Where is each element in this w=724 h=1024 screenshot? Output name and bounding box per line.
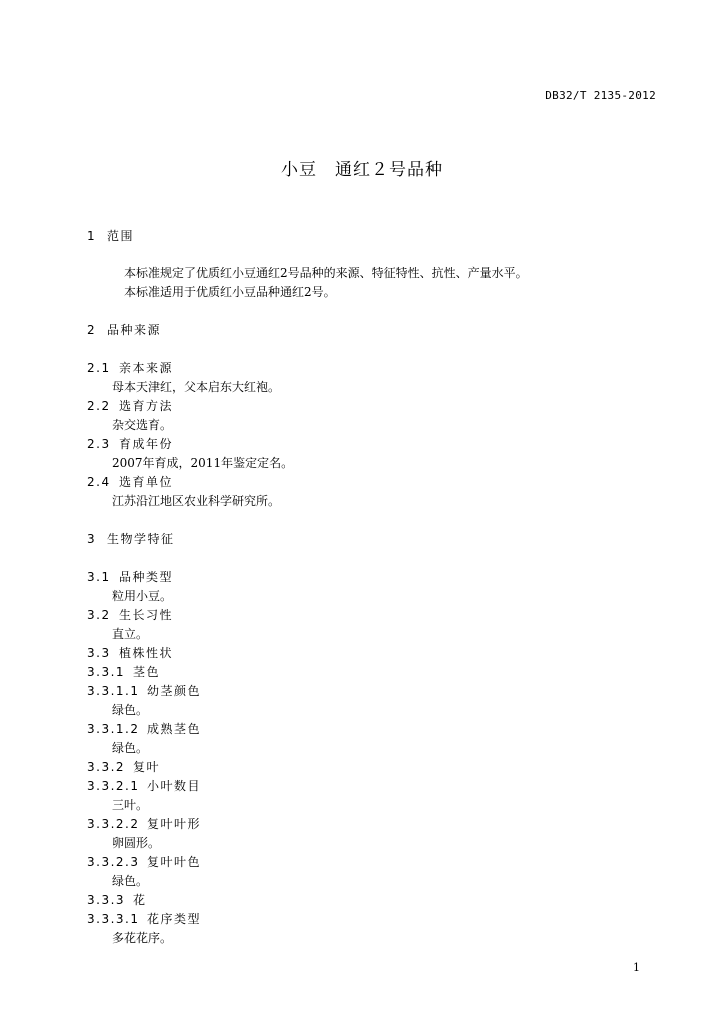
- section-label: 范围: [107, 229, 135, 243]
- section-label: 复叶叶色: [147, 855, 202, 869]
- section-3-3-2-1-heading: [87, 779, 201, 793]
- section-number: 3.3.1.1: [87, 684, 140, 698]
- section-number: 2.1: [87, 361, 111, 375]
- page-number: 1: [633, 961, 640, 974]
- section-label: 植株性状: [119, 646, 174, 660]
- section-label: 成熟茎色: [147, 722, 202, 736]
- section-3-2-text: 直立。: [112, 627, 149, 641]
- section-3-heading: [87, 532, 175, 546]
- document-code: DB32/T 2135-2012: [545, 89, 656, 102]
- section-label: 生长习性: [119, 608, 174, 622]
- section-number: 2.2: [87, 399, 111, 413]
- section-3-3-2-2-heading: [87, 817, 201, 831]
- section-2-heading: [87, 323, 161, 337]
- section-3-3-2-3-heading: [87, 855, 201, 869]
- section-3-3-heading: [87, 646, 173, 660]
- section-number: 3.2: [87, 608, 111, 622]
- section-number: 2.3: [87, 437, 111, 451]
- section-2-3-text: 2007年育成，2011年鉴定定名。: [112, 456, 294, 470]
- section-number: 3.3.1.2: [87, 722, 140, 736]
- section-number: 3.3.3: [87, 893, 126, 907]
- section-1-paragraph-2: 本标准适用于优质红小豆品种通红2号。: [124, 285, 336, 299]
- section-2-4-heading: [87, 475, 173, 489]
- section-3-3-3-heading: [87, 893, 147, 907]
- section-number: 3.3.2: [87, 760, 126, 774]
- section-1-heading: [87, 229, 134, 243]
- section-number: 3.3.2.1: [87, 779, 140, 793]
- section-label: 复叶: [133, 760, 161, 774]
- section-3-3-3-1-heading: [87, 912, 201, 926]
- section-label: 品种类型: [119, 570, 174, 584]
- section-label: 花: [133, 893, 147, 907]
- section-label: 复叶叶形: [147, 817, 202, 831]
- section-3-1-text: 粒用小豆。: [112, 589, 173, 603]
- section-number: 3.3: [87, 646, 111, 660]
- section-3-3-1-1-heading: [87, 684, 201, 698]
- document-title: 小豆 通红２号品种: [281, 160, 443, 180]
- section-label: 幼茎颜色: [147, 684, 202, 698]
- section-number: 3.3.2.2: [87, 817, 140, 831]
- section-3-3-2-3-text: 绿色。: [112, 874, 149, 888]
- section-number: 3.1: [87, 570, 111, 584]
- section-label: 生物学特征: [107, 532, 175, 546]
- section-label: 亲本来源: [119, 361, 174, 375]
- section-number: 3.3.1: [87, 665, 126, 679]
- section-3-2-heading: [87, 608, 173, 622]
- section-2-1-heading: [87, 361, 173, 375]
- section-number: 1: [87, 229, 97, 243]
- section-3-3-1-2-heading: [87, 722, 201, 736]
- section-2-1-text: 母本天津红，父本启东大红袍。: [112, 380, 281, 394]
- section-3-3-1-2-text: 绿色。: [112, 741, 149, 755]
- section-3-3-1-heading: [87, 665, 160, 679]
- section-2-2-heading: [87, 399, 173, 413]
- section-label: 选育单位: [119, 475, 174, 489]
- section-3-3-3-1-text: 多花花序。: [112, 931, 173, 945]
- section-label: 小叶数目: [147, 779, 202, 793]
- section-label: 育成年份: [119, 437, 174, 451]
- section-3-3-2-heading: [87, 760, 160, 774]
- section-label: 品种来源: [107, 323, 162, 337]
- section-1-paragraph-1: 本标准规定了优质红小豆通红2号品种的来源、特征特性、抗性、产量水平。: [124, 266, 528, 280]
- section-number: 3: [87, 532, 97, 546]
- section-label: 茎色: [133, 665, 161, 679]
- section-number: 2: [87, 323, 97, 337]
- section-2-4-text: 江苏沿江地区农业科学研究所。: [112, 494, 281, 508]
- section-2-3-heading: [87, 437, 173, 451]
- section-2-2-text: 杂交选育。: [112, 418, 173, 432]
- section-number: 3.3.2.3: [87, 855, 140, 869]
- section-label: 花序类型: [147, 912, 202, 926]
- section-number: 3.3.3.1: [87, 912, 140, 926]
- section-3-3-1-1-text: 绿色。: [112, 703, 149, 717]
- section-number: 2.4: [87, 475, 111, 489]
- section-3-1-heading: [87, 570, 173, 584]
- section-label: 选育方法: [119, 399, 174, 413]
- section-3-3-2-1-text: 三叶。: [112, 798, 149, 812]
- section-3-3-2-2-text: 卵圆形。: [112, 836, 161, 850]
